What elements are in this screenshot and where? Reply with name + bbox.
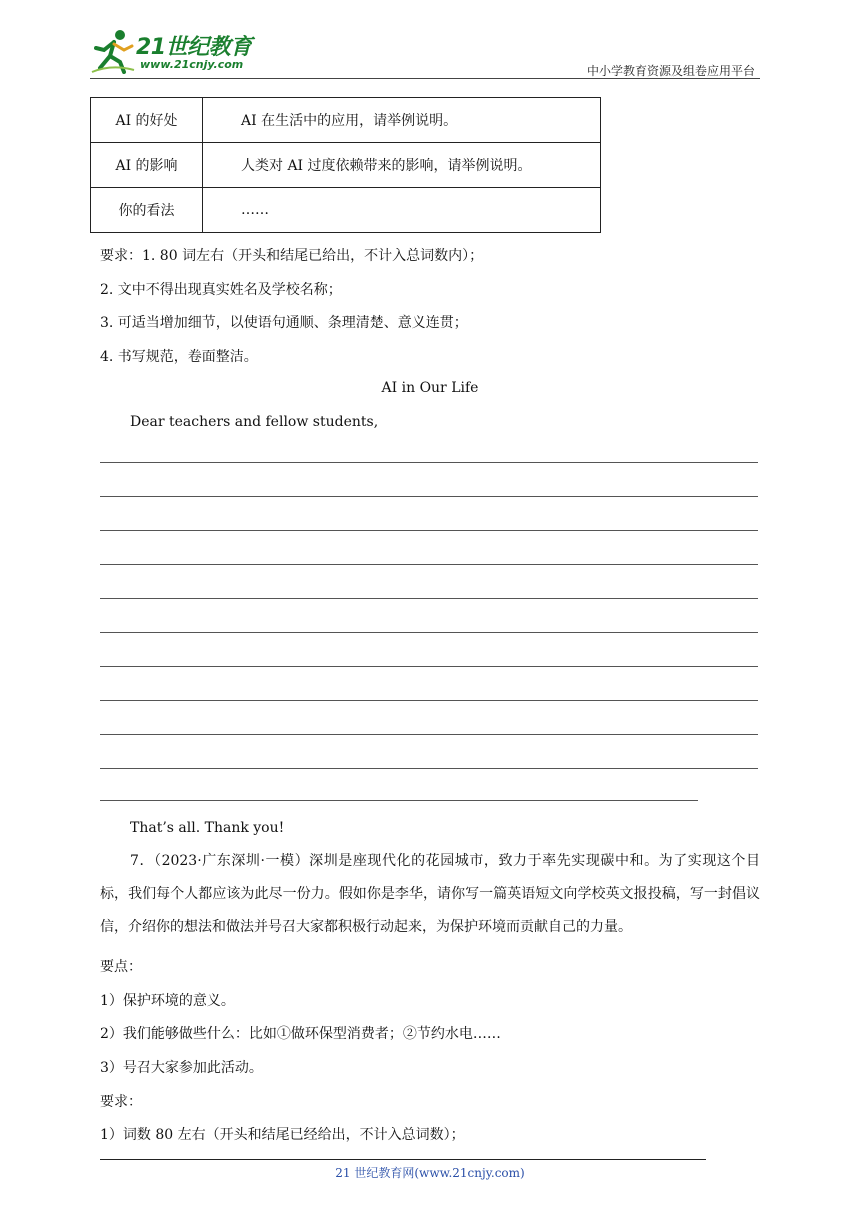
- requirement-item: 4. 书写规范，卷面整洁。: [100, 349, 258, 365]
- table-cell-content: AI 在生活中的应用，请举例说明。: [203, 98, 601, 143]
- writing-line: [100, 800, 698, 801]
- table-row: [91, 188, 601, 233]
- writing-line: [100, 632, 758, 633]
- requirement-item: 1）词数 80 左右（开头和结尾已经给出，不计入总词数）；: [100, 1127, 465, 1143]
- runner-logo-icon: [90, 28, 136, 74]
- writing-line: [100, 666, 758, 667]
- table-cell-content: ……: [203, 188, 601, 233]
- footer-text: 21 世纪教育网(www.21cnjy.com): [335, 1166, 525, 1180]
- table-cell-label: AI 的好处: [91, 98, 203, 143]
- writing-line: [100, 700, 758, 701]
- platform-name: 中小学教育资源及组卷应用平台: [586, 64, 755, 78]
- table-cell-label: 你的看法: [91, 188, 203, 233]
- point-item: 1）保护环境的意义。: [100, 993, 235, 1009]
- point-item: 2）我们能够做些什么：比如①做环保型消费者；②节约水电……: [100, 1026, 501, 1042]
- table-row: [91, 98, 601, 143]
- writing-line: [100, 564, 758, 565]
- page-header: [90, 28, 760, 80]
- requirement-item: 3. 可适当增加细节，以使语句通顺、条理清楚、意义连贯；: [100, 315, 468, 331]
- logo-text: 21世纪教育: [136, 35, 252, 60]
- footer-divider: [100, 1159, 706, 1160]
- writing-line: [100, 496, 758, 497]
- requirements-label: 要求：: [100, 1094, 142, 1110]
- writing-line: [100, 530, 758, 531]
- table-row: [91, 143, 601, 188]
- point-item: 3）号召大家参加此活动。: [100, 1060, 263, 1076]
- writing-line: [100, 734, 758, 735]
- requirement-item: 要求：1. 80 词左右（开头和结尾已给出，不计入总词数内）；: [100, 248, 484, 264]
- writing-line: [100, 462, 758, 463]
- points-label: 要点：: [100, 959, 142, 975]
- table-cell-label: AI 的影响: [91, 143, 203, 188]
- question-7-prompt: 7．（2023·广东深圳·一模）深圳是座现代化的花园城市，致力于率先实现碳中和。为了实现这个目标，我们每个人都应该为此尽一份力。假如你是李华，请你写一篇英语短文向学校英文报投稿，写一封倡议信，介绍你的想法和做法并号召大家都积极行动起来，为保护环境而贡献自己的力量。: [100, 853, 760, 935]
- logo-url: www.21cnjy.com: [140, 58, 244, 71]
- writing-line: [100, 768, 758, 769]
- requirement-item: 2. 文中不得出现真实姓名及学校名称；: [100, 282, 342, 298]
- essay-title: AI in Our Life: [381, 380, 479, 396]
- essay-closing: That’s all. Thank you!: [130, 820, 285, 836]
- logo: [90, 28, 260, 76]
- outline-table: [90, 97, 601, 233]
- header-divider: [90, 78, 760, 79]
- table-cell-content: 人类对 AI 过度依赖带来的影响，请举例说明。: [203, 143, 601, 188]
- writing-line: [100, 598, 758, 599]
- essay-greeting: Dear teachers and fellow students,: [130, 414, 379, 430]
